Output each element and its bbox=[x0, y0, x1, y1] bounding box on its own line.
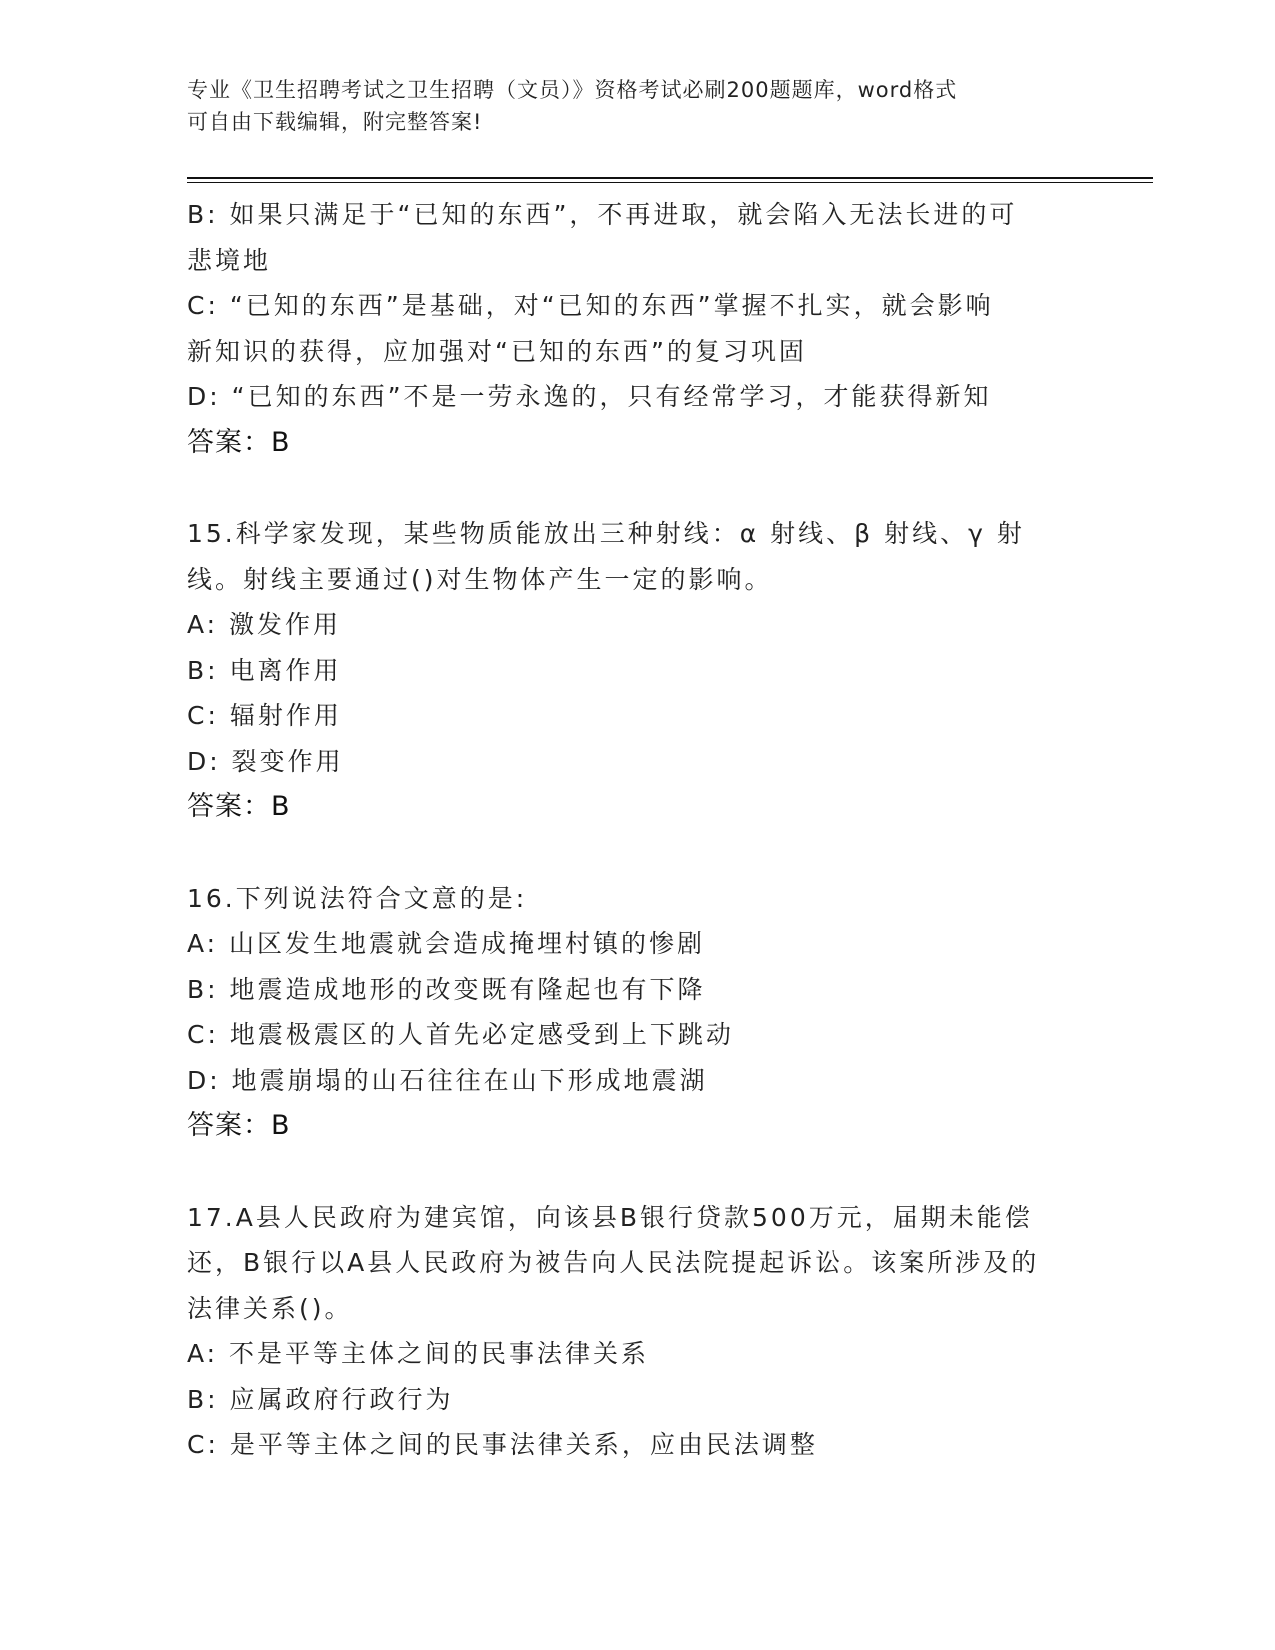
option-c: C: 是平等主体之间的民事法律关系，应由民法调整 bbox=[187, 1430, 818, 1459]
question-content bbox=[187, 192, 1077, 1468]
question-stem-line-3: 法律关系()。 bbox=[187, 1293, 353, 1323]
header-title-line-1: 专业《卫生招聘考试之卫生招聘（文员）》资格考试必刷200题题库，word格式 bbox=[187, 78, 958, 102]
option-b-line-2: 悲境地 bbox=[187, 245, 272, 275]
option-b: B: 地震造成地形的改变既有隆起也有下降 bbox=[187, 974, 706, 1004]
option-b: B: 电离作用 bbox=[187, 655, 342, 685]
document-header bbox=[187, 74, 1067, 138]
option-b: B: 应属政府行政行为 bbox=[187, 1384, 454, 1414]
question-stem: 16.下列说法符合文意的是: bbox=[187, 883, 528, 913]
header-rule-thick bbox=[187, 177, 1153, 179]
option-d: D: “已知的东西”不是一劳永逸的，只有经常学习，才能获得新知 bbox=[187, 382, 992, 411]
question-stem-line-1: 15.科学家发现，某些物质能放出三种射线：α 射线、β 射线、γ 射 bbox=[187, 519, 1025, 548]
question-spacer bbox=[187, 465, 1077, 511]
question-16 bbox=[187, 876, 1077, 1149]
option-a: A: 不是平等主体之间的民事法律关系 bbox=[187, 1339, 650, 1368]
option-c-line-1: C: “已知的东西”是基础，对“已知的东西”掌握不扎实，就会影响 bbox=[187, 291, 994, 320]
option-b-line-1: B: 如果只满足于“已知的东西”，不再进取，就会陷入无法长进的可 bbox=[187, 200, 1018, 229]
option-a: A: 激发作用 bbox=[187, 610, 342, 639]
question-15 bbox=[187, 511, 1077, 830]
option-c-line-2: 新知识的获得，应加强对“已知的东西”的复习巩固 bbox=[187, 336, 807, 366]
question-stem-line-1: 17.A县人民政府为建宾馆，向该县B银行贷款500万元，届期未能偿 bbox=[187, 1202, 1033, 1232]
question-stem-line-2: 线。射线主要通过()对生物体产生一定的影响。 bbox=[187, 564, 773, 594]
answer-line: 答案：B bbox=[187, 791, 291, 822]
header-rule-thin bbox=[187, 182, 1153, 183]
option-d: D: 裂变作用 bbox=[187, 746, 344, 776]
question-stem-line-2: 还，B银行以A县人民政府为被告向人民法院提起诉讼。该案所涉及的 bbox=[187, 1248, 1040, 1277]
option-a: A: 山区发生地震就会造成掩埋村镇的惨剧 bbox=[187, 929, 706, 958]
question-spacer bbox=[187, 1149, 1077, 1195]
option-c: C: 辐射作用 bbox=[187, 701, 342, 730]
header-title-line-2: 可自由下载编辑，附完整答案! bbox=[187, 110, 483, 134]
answer-line: 答案：B bbox=[187, 1110, 291, 1141]
option-d: D: 地震崩塌的山石往往在山下形成地震湖 bbox=[187, 1065, 708, 1095]
option-c: C: 地震极震区的人首先必定感受到上下跳动 bbox=[187, 1020, 734, 1049]
question-spacer bbox=[187, 830, 1077, 876]
question-14-continued bbox=[187, 192, 1077, 465]
question-17 bbox=[187, 1195, 1077, 1468]
answer-line: 答案：B bbox=[187, 426, 291, 458]
